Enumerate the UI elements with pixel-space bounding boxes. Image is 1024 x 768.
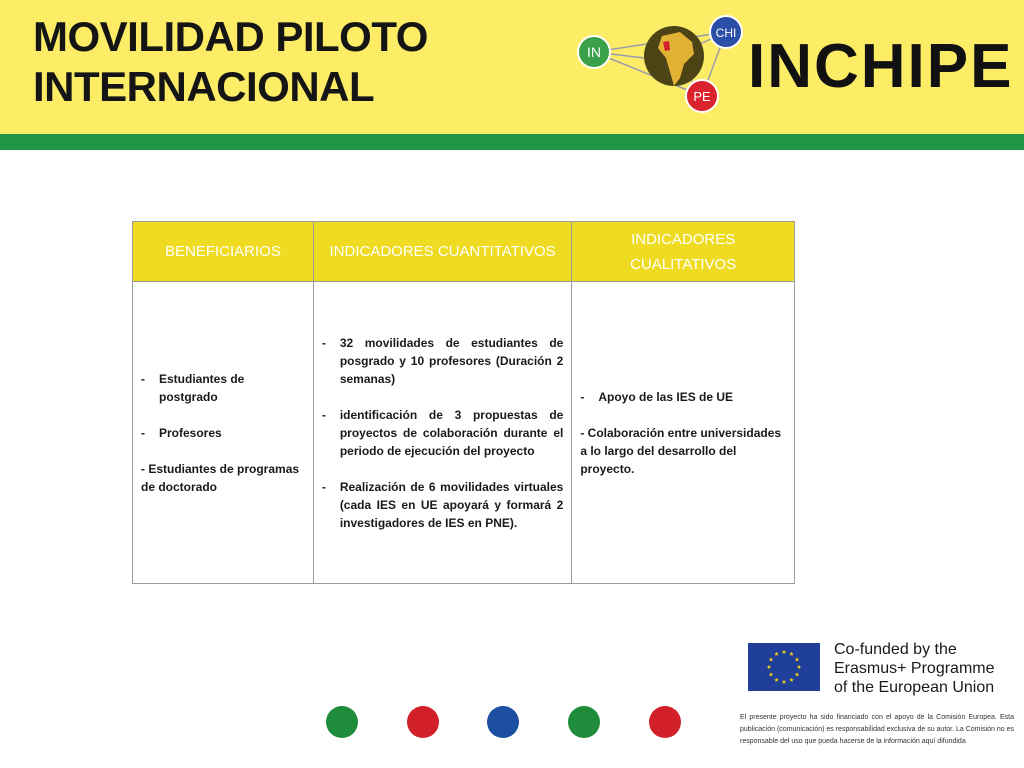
header-beneficiarios: BENEFICIARIOS <box>133 222 314 282</box>
inchipe-wordmark: INCHIPE <box>748 32 1014 101</box>
disclaimer-text: El presente proyecto ha sido financiado con el apoyo de la Comisión Europea. Esta publicación (comunicación) es responsabilidad exclusiva de su autor. La Comisión no es responsable del uso que pueda hacerse de la información aquí difundida <box>740 714 1014 745</box>
beneficiarios-list <box>141 370 305 442</box>
list-item: - Profesores <box>141 424 305 442</box>
decorative-dot-red-1 <box>407 706 439 738</box>
cell-beneficiarios <box>133 282 314 584</box>
cofunded-text <box>834 640 995 697</box>
table-row <box>133 282 795 584</box>
cualitativos-extra: - Colaboración entre universidades a lo largo del desarrollo del proyecto. <box>580 425 782 476</box>
page-title <box>33 12 428 112</box>
cell-cualitativos <box>572 282 795 584</box>
cofunded-line-3: of the European Union <box>834 679 995 696</box>
decorative-dot-red-2 <box>649 706 681 738</box>
inchipe-logo-graphic <box>570 12 750 116</box>
page-title-line-2: INTERNACIONAL <box>33 63 375 110</box>
logo-node-in-label: IN <box>587 44 601 60</box>
logo-node-chi-label: CHI <box>715 26 737 40</box>
beneficiarios-extra: - Estudiantes de programas de doctorado <box>141 461 300 494</box>
decorative-dot-green-2 <box>568 706 600 738</box>
cell-cuantitativos <box>313 282 572 584</box>
logo-node-chi <box>710 16 742 48</box>
logo-node-pe <box>686 80 718 112</box>
list-item: - Apoyo de las IES de UE <box>580 388 786 406</box>
indicators-table <box>132 221 795 584</box>
decorative-dot-blue <box>487 706 519 738</box>
list-item: - identificación de 3 propuestas de proyectos de colaboración durante el periodo de ejecución del proyecto <box>322 406 564 460</box>
logo-node-in <box>578 36 610 68</box>
header-indicadores-cuantitativos: INDICADORES CUANTITATIVOS <box>313 222 572 282</box>
list-item: - Estudiantes de postgrado <box>141 370 305 406</box>
cuantitativos-list <box>322 334 564 532</box>
list-item: - 32 movilidades de estudiantes de posgrado y 10 profesores (Duración 2 semanas) <box>322 334 564 388</box>
header-indicadores-cualitativos: INDICADORES CUALITATIVOS <box>572 222 795 282</box>
eu-flag-icon <box>748 643 820 691</box>
logo-node-pe-label: PE <box>693 89 711 104</box>
table-header-row <box>133 222 795 282</box>
header-green-band <box>0 134 1024 150</box>
south-america-map-icon <box>644 26 704 86</box>
page-title-line-1: MOVILIDAD PILOTO <box>33 13 428 60</box>
decorative-dot-green-1 <box>326 706 358 738</box>
cofunded-line-1: Co-funded by the <box>834 641 957 658</box>
cualitativos-list <box>580 388 786 406</box>
list-item: - Realización de 6 movilidades virtuales (cada IES en UE apoyará y formará 2 investigadores de IES en PNE). <box>322 478 564 532</box>
cofunded-line-2: Erasmus+ Programme <box>834 660 995 677</box>
